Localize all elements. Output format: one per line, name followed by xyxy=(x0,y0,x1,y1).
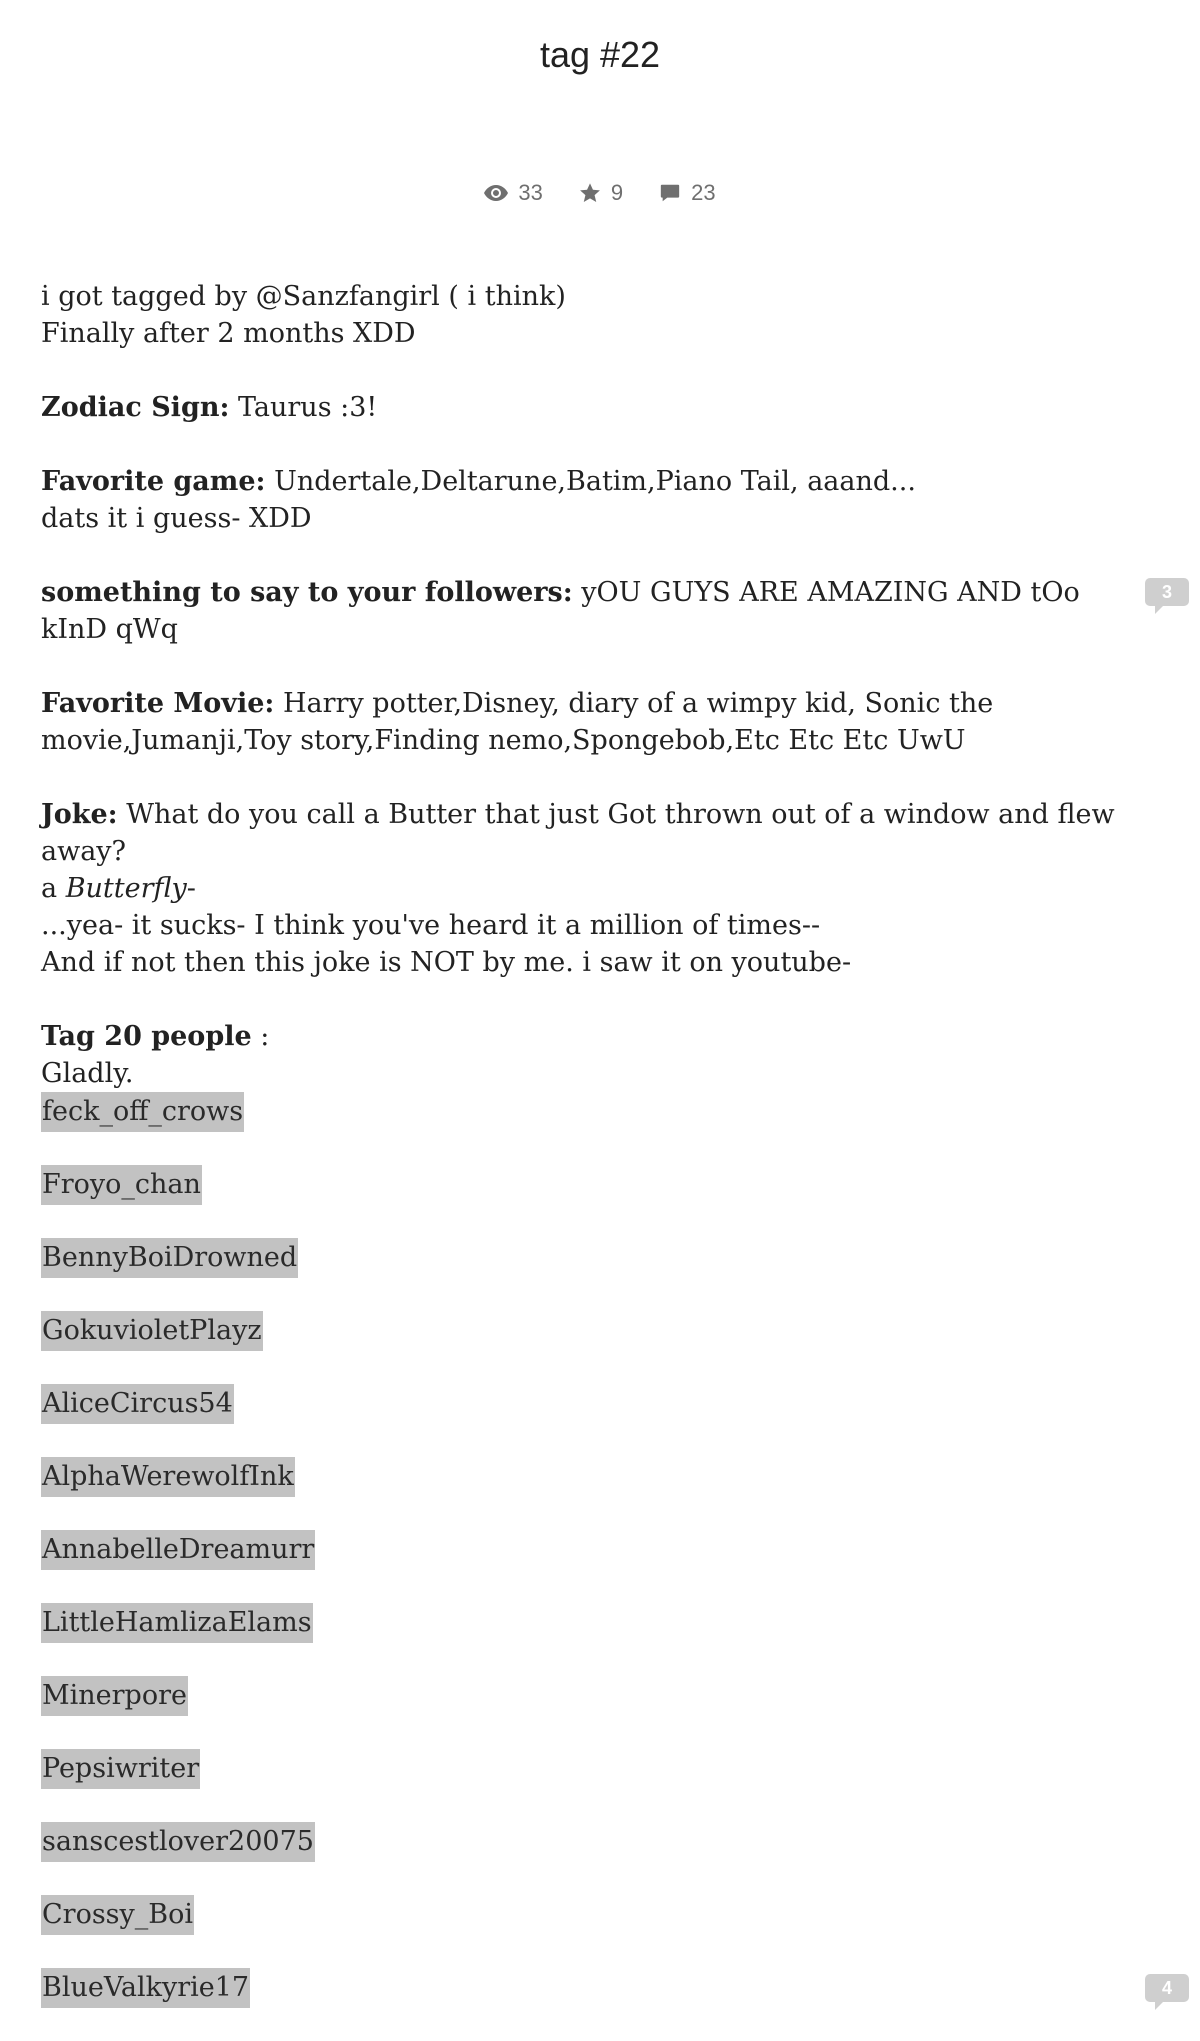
game-line-2: dats it i guess- XDD xyxy=(41,503,312,534)
list-item xyxy=(41,1676,1151,1749)
followers-value: yOU GUYS ARE AMAZING AND tOo kInD qWq xyxy=(41,577,1080,645)
movie-line-2: movie,Jumanji,Toy story,Finding nemo,Spongebob,Etc Etc Etc UwU xyxy=(41,725,966,756)
movie-value: Harry potter,Disney, diary of a wimpy kid, Sonic the xyxy=(274,688,994,719)
inline-comment-button[interactable]: 4 xyxy=(1145,1974,1189,2002)
tag-colon: : xyxy=(251,1021,270,1052)
joke-label: Joke: xyxy=(41,799,118,830)
list-item xyxy=(41,1968,1172,2041)
joke-value: What do you call a Butter that just Got thrown out of a window and flew away? xyxy=(41,799,1115,867)
list-item xyxy=(41,1749,1151,1822)
movie-line xyxy=(41,685,1151,722)
intro-line: Finally after 2 months XDD xyxy=(41,318,416,349)
joke-line-2 xyxy=(41,870,1151,907)
votes-count: 9 xyxy=(610,180,624,205)
list-item xyxy=(41,1384,1151,1457)
list-item xyxy=(41,1822,1151,1895)
tagged-user[interactable]: sanscestlover20075 xyxy=(41,1822,315,1862)
comments-stat xyxy=(659,180,715,206)
tagged-user[interactable]: feck_off_crows xyxy=(41,1092,244,1132)
intro-line: i got tagged by @Sanzfangirl ( i think) xyxy=(41,281,566,312)
story-body xyxy=(41,278,1172,2041)
list-item xyxy=(41,1457,1151,1530)
tag-heading-line xyxy=(41,1018,1151,1055)
list-item xyxy=(41,1238,1151,1311)
views-stat xyxy=(484,180,542,206)
zodiac-value: Taurus :3! xyxy=(229,392,378,423)
eye-icon xyxy=(484,185,508,201)
movie-label: Favorite Movie: xyxy=(41,688,275,719)
comment-icon xyxy=(659,182,681,204)
tagged-user[interactable]: AlphaWerewolfInk xyxy=(41,1457,295,1497)
joke-prefix: a xyxy=(41,873,66,904)
story-stats xyxy=(0,180,1200,206)
list-item xyxy=(41,1895,1151,1968)
tagged-user[interactable]: GokuvioletPlayz xyxy=(41,1311,263,1351)
game-label: Favorite game: xyxy=(41,466,266,497)
tagged-user[interactable]: Froyo_chan xyxy=(41,1165,202,1205)
list-item xyxy=(41,1530,1151,1603)
game-value: Undertale,Deltarune,Batim,Piano Tail, aaand... xyxy=(265,466,916,497)
list-item xyxy=(41,1603,1151,1676)
zodiac-line xyxy=(41,389,1151,426)
zodiac-label: Zodiac Sign: xyxy=(41,392,230,423)
tagged-user[interactable]: BennyBoiDrowned xyxy=(41,1238,298,1278)
inline-comment-button[interactable]: 3 xyxy=(1145,578,1189,606)
list-item xyxy=(41,1092,1151,1165)
game-line xyxy=(41,463,1151,500)
joke-line xyxy=(41,796,1151,870)
tagged-user[interactable]: AliceCircus54 xyxy=(41,1384,234,1424)
votes-stat xyxy=(579,180,623,206)
tag-label: Tag 20 people xyxy=(41,1021,252,1052)
tag-line-2: Gladly. xyxy=(41,1058,134,1089)
joke-punchline: Butterfly xyxy=(65,873,187,904)
joke-suffix: - xyxy=(186,873,196,904)
tagged-user[interactable]: BlueValkyrie17 xyxy=(41,1968,250,2008)
tagged-user[interactable]: Minerpore xyxy=(41,1676,188,1716)
tagged-user[interactable]: LittleHamlizaElams xyxy=(41,1603,313,1643)
joke-line-4: And if not then this joke is NOT by me. i saw it on youtube- xyxy=(41,947,852,978)
tagged-user[interactable]: Pepsiwriter xyxy=(41,1749,200,1789)
followers-line xyxy=(41,574,1151,648)
star-icon xyxy=(579,182,601,204)
joke-line-3: ...yea- it sucks- I think you've heard it a million of times-- xyxy=(41,910,821,941)
tagged-users-list xyxy=(41,1092,1172,2041)
tagged-user[interactable]: Crossy_Boi xyxy=(41,1895,194,1935)
followers-label: something to say to your followers: xyxy=(41,577,573,608)
comments-count: 23 xyxy=(691,180,716,205)
list-item xyxy=(41,1165,1151,1238)
list-item xyxy=(41,1311,1151,1384)
tagged-user[interactable]: AnnabelleDreamurr xyxy=(41,1530,315,1570)
views-count: 33 xyxy=(518,180,543,205)
followers-paragraph xyxy=(41,574,1172,648)
story-title: tag #22 xyxy=(539,34,661,75)
